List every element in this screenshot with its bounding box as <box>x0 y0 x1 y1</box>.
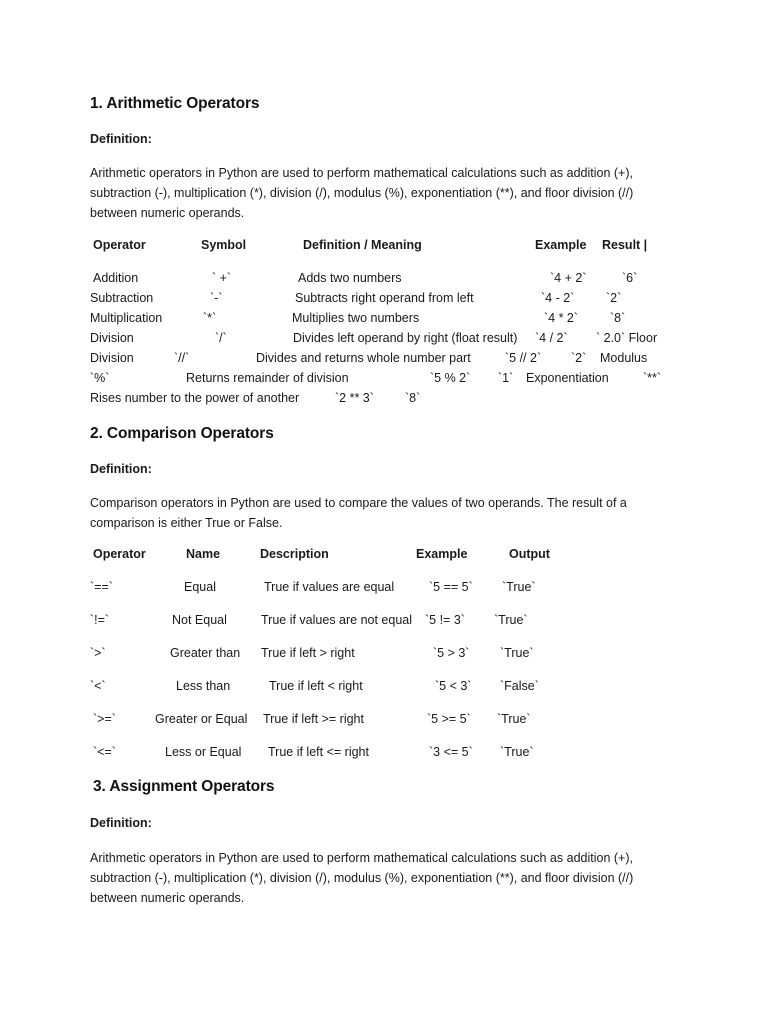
table-cell: True if left > right <box>261 646 355 660</box>
table-cell: `>=` <box>93 712 116 726</box>
section3-definition-text: Arithmetic operators in Python are used to perform mathematical calculations such as addition (+), subtraction (-), multiplication (*), division (/), modulus (%), exponentiation (**), and floor division (//) between numeric operands. <box>90 851 634 905</box>
table-cell: `2 ** 3` <box>335 391 374 405</box>
table-cell: `5 // 2` <box>505 351 542 365</box>
table-cell: Modulus <box>600 351 648 365</box>
table-cell: Multiplication <box>90 311 163 325</box>
header-output: Output <box>509 547 550 561</box>
table-cell: `4 / 2` <box>535 331 568 345</box>
table-cell: `5 < 3` <box>435 679 472 693</box>
header-symbol: Symbol <box>201 238 247 252</box>
section1-heading: 1. Arithmetic Operators <box>90 95 260 112</box>
table-cell: `!=` <box>90 613 110 627</box>
table-cell: `4 - 2` <box>541 291 575 305</box>
table-cell: True if left >= right <box>263 712 364 726</box>
header-example: Example <box>416 547 468 561</box>
table-cell: `%` <box>90 371 110 385</box>
section1-definition-text: Arithmetic operators in Python are used to perform mathematical calculations such as addition (+), subtraction (-), multiplication (*), division (/), modulus (%), exponentiation (**), and floor division (//) between numeric operands. <box>90 166 634 220</box>
table-cell: True if values are equal <box>264 580 395 594</box>
table-cell: Divides and returns whole number part <box>256 351 471 365</box>
table-cell: Division <box>90 331 134 345</box>
section2-definition-label: Definition: <box>90 462 152 476</box>
table-cell: `5 % 2` <box>430 371 471 385</box>
table-cell: Greater than <box>170 646 241 660</box>
table-cell: `5 >= 5` <box>427 712 471 726</box>
table-cell: `3 <= 5` <box>429 745 473 759</box>
table-cell: `**` <box>643 371 662 385</box>
table-cell: `4 + 2` <box>550 271 587 285</box>
table-cell: `4 * 2` <box>544 311 579 325</box>
table-cell: `1` <box>498 371 514 385</box>
table-cell: `True` <box>500 745 534 759</box>
table-cell: True if values are not equal <box>261 613 413 627</box>
header-operator: Operator <box>93 547 146 561</box>
table-cell: True if left < right <box>269 679 363 693</box>
table-cell: `5 != 3` <box>425 613 465 627</box>
table-cell: `True` <box>500 646 534 660</box>
table-cell: Equal <box>184 580 216 594</box>
header-result: Result | <box>602 238 648 252</box>
table-cell: `*` <box>203 311 217 325</box>
table-cell: Multiplies two numbers <box>292 311 420 325</box>
table-cell: `5 > 3` <box>433 646 470 660</box>
table-cell: Division <box>90 351 134 365</box>
table-cell: `True` <box>497 712 531 726</box>
table-cell: `<=` <box>93 745 116 759</box>
table-cell: Adds two numbers <box>298 271 402 285</box>
table-cell: `True` <box>502 580 536 594</box>
table-cell: Exponentiation <box>526 371 609 385</box>
table-cell: `5 == 5` <box>429 580 473 594</box>
table-cell: `8` <box>610 311 626 325</box>
section2-definition-text: Comparison operators in Python are used to compare the values of two operands. The result of a comparison is either True or False. <box>90 496 627 530</box>
table-cell: Greater or Equal <box>155 712 248 726</box>
table-cell: `2` <box>606 291 622 305</box>
table-cell: `8` <box>405 391 421 405</box>
table-cell: Divides left operand by right (float result) <box>293 331 518 345</box>
table-cell: `<` <box>90 679 106 693</box>
header-example: Example <box>535 238 587 252</box>
table-cell: ` +` <box>212 271 232 285</box>
section2-heading: 2. Comparison Operators <box>90 425 274 442</box>
table-cell: True if left <= right <box>268 745 369 759</box>
section3-heading: 3. Assignment Operators <box>93 778 275 795</box>
section3-definition-label: Definition: <box>90 816 152 830</box>
table-cell: `True` <box>494 613 528 627</box>
header-description: Description <box>260 547 329 561</box>
header-definition: Definition / Meaning <box>303 238 422 252</box>
header-operator: Operator <box>93 238 146 252</box>
section1-definition-label: Definition: <box>90 132 152 146</box>
table-cell: `6` <box>622 271 638 285</box>
table-cell: Less than <box>176 679 231 693</box>
table-cell: `-` <box>210 291 223 305</box>
table-cell: Addition <box>93 271 139 285</box>
table-cell: Subtraction <box>90 291 154 305</box>
table-cell: Not Equal <box>172 613 227 627</box>
table-cell: `False` <box>500 679 539 693</box>
table-cell: ` 2.0` Floor <box>596 331 658 345</box>
header-name: Name <box>186 547 221 561</box>
table-cell: `2` <box>571 351 587 365</box>
table-cell: `>` <box>90 646 106 660</box>
table-cell: `==` <box>90 580 113 594</box>
table-cell: `//` <box>174 351 190 365</box>
table-cell: Returns remainder of division <box>186 371 349 385</box>
table-cell: Less or Equal <box>165 745 242 759</box>
table-cell: Rises number to the power of another <box>90 391 300 405</box>
table-cell: Subtracts right operand from left <box>295 291 474 305</box>
table-cell: `/` <box>215 331 227 345</box>
